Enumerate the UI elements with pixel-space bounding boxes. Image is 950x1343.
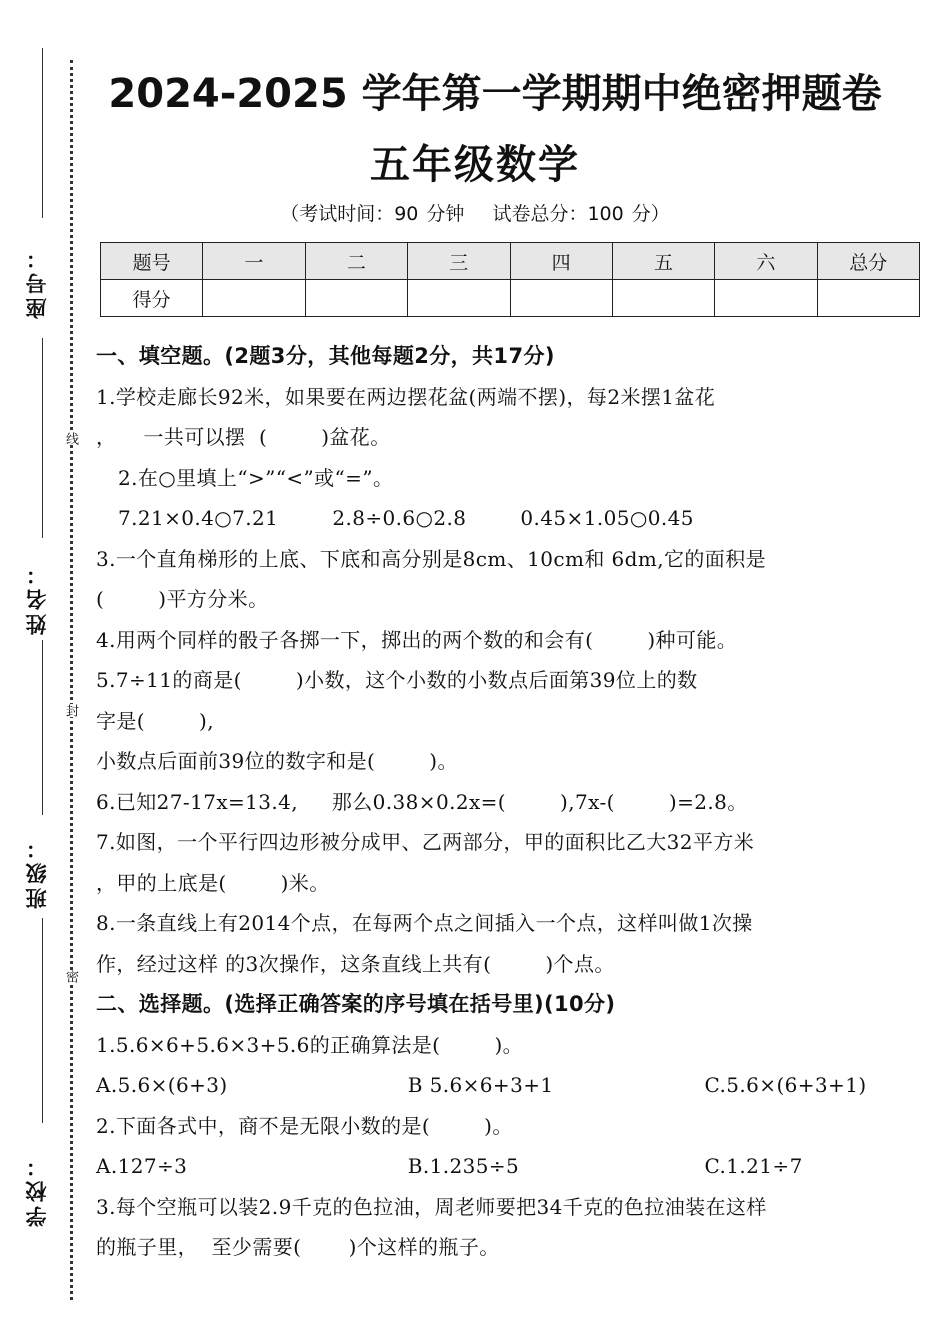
question-line: 7.21×0.4○7.21 2.8÷0.6○2.8 0.45×1.05○0.45 — [118, 506, 694, 530]
question-line: 小数点后面前39位的数字和是( )。 — [96, 749, 458, 773]
question-line: ，甲的上底是( )米。 — [96, 870, 330, 895]
score-table-header-cell: 二 — [305, 243, 407, 280]
score-table-header-cell: 三 — [408, 243, 510, 280]
score-cell[interactable] — [305, 280, 407, 317]
dotted-binding-line — [70, 60, 73, 1300]
option-row — [96, 1146, 896, 1187]
question-line: ， 一共可以摆 ( )盆花。 — [96, 425, 391, 449]
question-line: 8.一条直线上有2014个点，在每两个点之间插入一个点，这样叫做1次操 — [96, 911, 753, 935]
score-cell[interactable] — [715, 280, 817, 317]
score-table — [100, 242, 920, 317]
exam-time: （考试时间：90 分钟 — [280, 203, 465, 225]
question-line: 2.下面各式中，商不是无限小数的是( )。 — [96, 1113, 513, 1138]
secret-mark: 密 — [63, 970, 78, 983]
question-line: 3.每个空瓶可以装2.9千克的色拉油，周老师要把34千克的色拉油装在这样 — [96, 1194, 767, 1219]
binding-margin — [0, 0, 90, 1343]
school-write-line — [42, 918, 43, 1123]
score-table-header-cell: 题号 — [101, 243, 203, 280]
score-table-header-cell: 六 — [715, 243, 817, 280]
score-table-header-cell: 一 — [203, 243, 305, 280]
question-line: 2.在○里填上“>”“<”或“=”。 — [118, 465, 394, 490]
score-table-header-cell: 四 — [510, 243, 612, 280]
score-table-score-row — [101, 280, 920, 317]
option-a: A.5.6×(6+3) — [96, 1073, 228, 1097]
line-mark: 线 — [63, 432, 78, 445]
question-line: 1.学校走廊长92米，如果要在两边摆花盆(两端不摆)，每2米摆1盆花 — [96, 384, 716, 409]
question-line: 7.如图，一个平行四边形被分成甲、乙两部分，甲的面积比乙大32平方米 — [96, 830, 755, 854]
score-cell[interactable] — [203, 280, 305, 317]
option-row — [96, 1065, 896, 1106]
question-line: 的瓶子里， 至少需要( )个这样的瓶子。 — [96, 1235, 500, 1259]
exam-content — [96, 336, 896, 1268]
question-line: 字是( ), — [96, 708, 215, 733]
question-line: ( )平方分米。 — [96, 587, 269, 611]
school-label: 学校： — [25, 1152, 49, 1228]
score-cell[interactable] — [612, 280, 714, 317]
score-row-label: 得分 — [101, 280, 203, 317]
name-write-line — [42, 338, 43, 538]
option-b: B 5.6×6+3+1 — [407, 1073, 554, 1097]
seat-write-line — [42, 48, 43, 218]
section-2-heading: 二、选择题。(选择正确答案的序号填在括号里)(10分) — [96, 992, 616, 1016]
section-1-heading: 一、填空题。(2题3分，其他每题2分，共17分) — [96, 344, 555, 368]
class-label: 班级： — [25, 834, 49, 910]
question-line: 1.5.6×6+5.6×3+5.6的正确算法是( )。 — [96, 1032, 524, 1057]
option-a: A.127÷3 — [96, 1154, 188, 1178]
exam-title: 2024-2025 学年第一学期期中绝密押题卷 — [108, 71, 882, 117]
score-cell[interactable] — [817, 280, 919, 317]
seal-mark: 封 — [63, 704, 78, 717]
seat-label: 座号： — [25, 244, 49, 320]
exam-info — [95, 199, 855, 226]
question-line: 5.7÷11的商是( )小数，这个小数的小数点后面第39位上的数 — [96, 668, 698, 692]
total-score: 试卷总分：100 分） — [492, 203, 670, 225]
name-label: 姓名： — [25, 560, 49, 636]
score-cell[interactable] — [510, 280, 612, 317]
score-cell[interactable] — [408, 280, 510, 317]
class-write-line — [42, 640, 43, 815]
score-table-header-cell: 总分 — [817, 243, 919, 280]
question-line: 4.用两个同样的骰子各掷一下，掷出的两个数的和会有( )种可能。 — [96, 627, 738, 652]
question-line: 作，经过这样 的3次操作，这条直线上共有( )个点。 — [96, 951, 615, 976]
option-c: C.5.6×(6+3+1) — [704, 1073, 867, 1097]
question-line: 3.一个直角梯形的上底、下底和高分别是8cm、10cm和 6dm,它的面积是 — [96, 546, 766, 571]
option-c: C.1.21÷7 — [704, 1154, 803, 1178]
exam-subtitle: 五年级数学 — [370, 142, 580, 188]
score-table-header-row — [101, 243, 920, 280]
question-line: 6.已知27-17x=13.4, 那么0.38×0.2x=( ),7x-( )=2.8。 — [96, 789, 748, 814]
score-table-header-cell: 五 — [612, 243, 714, 280]
option-b: B.1.235÷5 — [407, 1154, 520, 1178]
